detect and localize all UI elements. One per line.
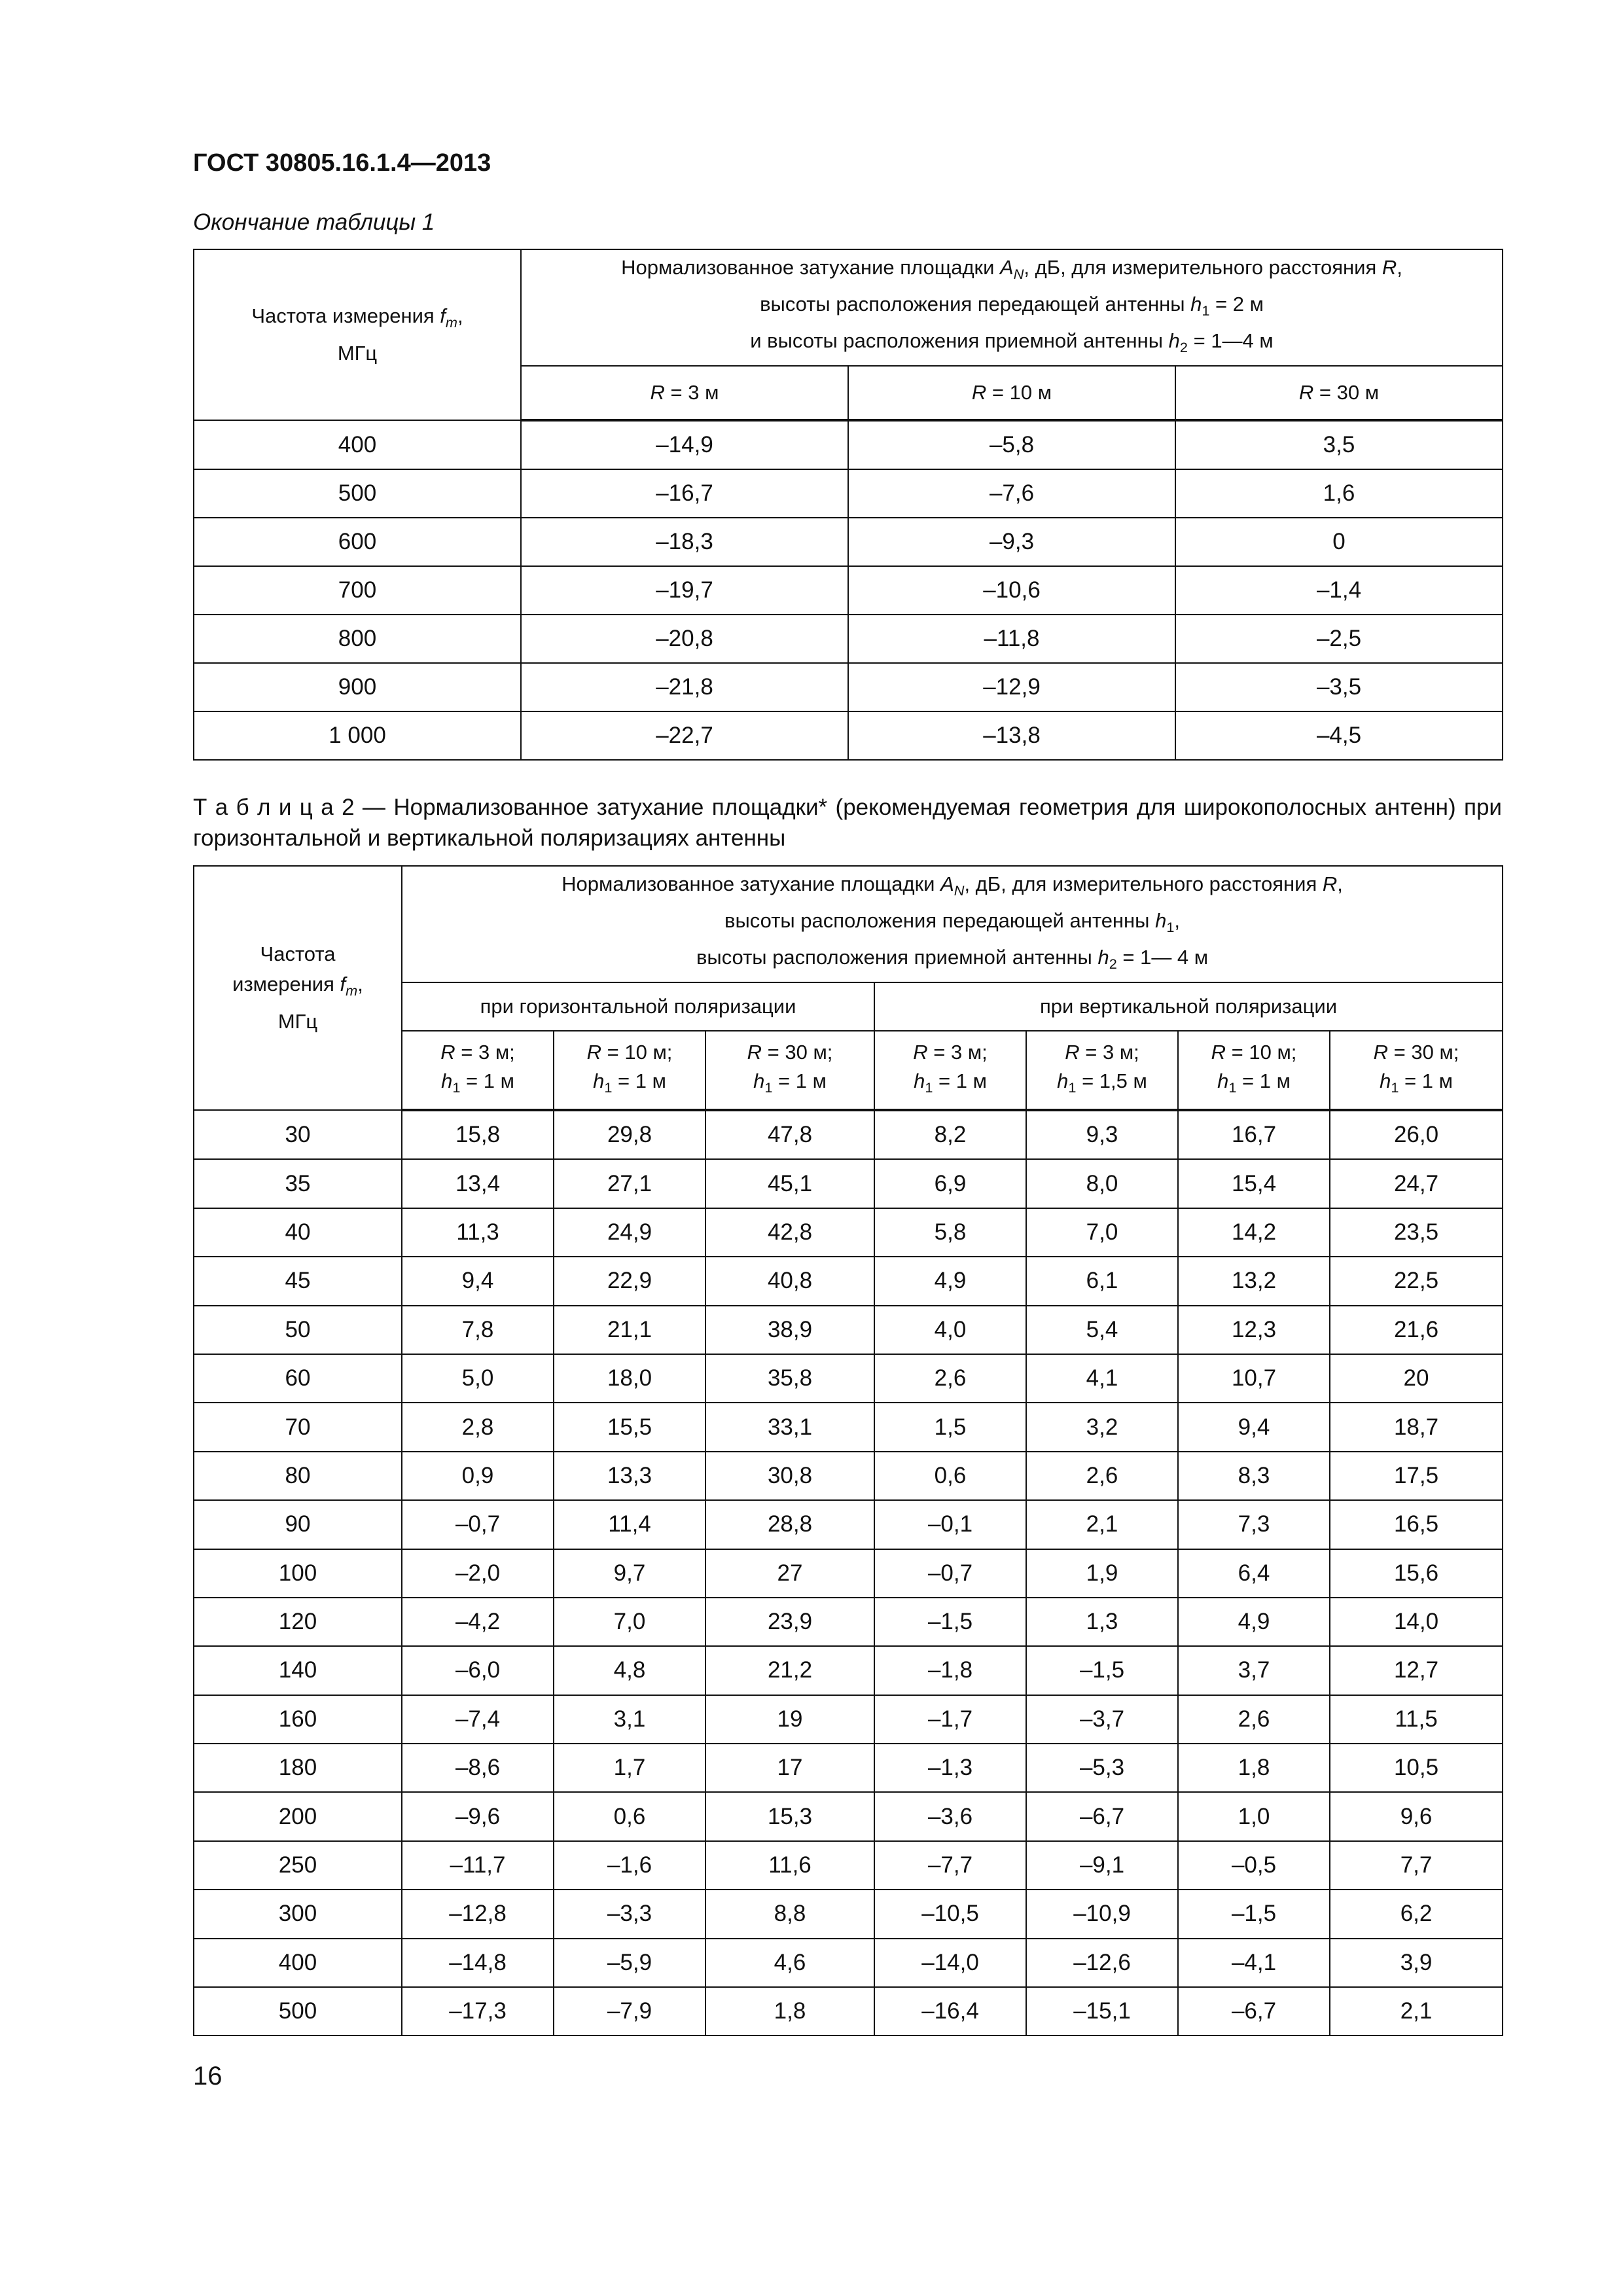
table-row: [194, 1890, 1503, 1938]
t1-distance-header: R = 3 м: [521, 366, 848, 420]
table-row: [194, 1403, 1503, 1451]
value-cell: 45,1: [705, 1159, 874, 1208]
value-cell: 11,5: [1330, 1695, 1503, 1744]
value-cell: –16,4: [874, 1987, 1026, 2036]
value-cell: 17,5: [1330, 1452, 1503, 1500]
value-cell: –1,5: [874, 1598, 1026, 1646]
value-cell: 9,4: [402, 1257, 554, 1305]
value-cell: 40,8: [705, 1257, 874, 1305]
value-cell: –7,6: [848, 469, 1175, 518]
value-cell: 18,0: [554, 1354, 705, 1403]
value-cell: 1,9: [1026, 1549, 1178, 1598]
value-cell: –7,7: [874, 1841, 1026, 1890]
table-row: [194, 1841, 1503, 1890]
t2-horizontal-header: при горизонтальной поляризации: [402, 982, 874, 1031]
t2-freq-header: Частота измерения $f_m$, МГц: [194, 866, 402, 1110]
table-row: [194, 1110, 1503, 1159]
table1-caption: Окончание таблицы 1: [193, 209, 435, 235]
value-cell: 5,8: [874, 1208, 1026, 1257]
value-cell: 33,1: [705, 1403, 874, 1451]
value-cell: –6,0: [402, 1646, 554, 1695]
value-cell: 21,1: [554, 1306, 705, 1354]
value-cell: 15,5: [554, 1403, 705, 1451]
document-standard-title: ГОСТ 30805.16.1.4—2013: [193, 149, 491, 177]
value-cell: –11,7: [402, 1841, 554, 1890]
value-cell: 21,6: [1330, 1306, 1503, 1354]
value-cell: –2,5: [1175, 615, 1503, 663]
frequency-cell: 90: [194, 1500, 402, 1549]
table-1: [193, 249, 1503, 761]
value-cell: 18,7: [1330, 1403, 1503, 1451]
value-cell: 2,8: [402, 1403, 554, 1451]
t1-distance-header: R = 30 м: [1175, 366, 1503, 420]
value-cell: 21,2: [705, 1646, 874, 1695]
value-cell: –0,1: [874, 1500, 1026, 1549]
value-cell: 22,9: [554, 1257, 705, 1305]
t2-param-header: R = 3 м; $h_1 = 1$ м: [874, 1031, 1026, 1110]
table-row: [194, 1744, 1503, 1792]
table-row: [194, 518, 1503, 566]
table-row: [194, 1549, 1503, 1598]
value-cell: 10,7: [1178, 1354, 1330, 1403]
value-cell: –1,5: [1026, 1646, 1178, 1695]
frequency-cell: 200: [194, 1792, 402, 1840]
t2-group-header: Нормализованное затухание площадки $A_N$, дБ, для измерительного расстояния R, высоты расположения передающей антенны $h_1$, высоты расположения приемной антенны $h_2$ = 1— 4 м: [402, 866, 1503, 982]
frequency-cell: 800: [194, 615, 521, 663]
value-cell: 7,0: [1026, 1208, 1178, 1257]
value-cell: –16,7: [521, 469, 848, 518]
value-cell: –10,5: [874, 1890, 1026, 1938]
value-cell: 4,9: [1178, 1598, 1330, 1646]
value-cell: 35,8: [705, 1354, 874, 1403]
value-cell: 16,5: [1330, 1500, 1503, 1549]
table2-caption: Т а б л и ц а 2 — Нормализованное затухание площадки* (рекомендуемая геометрия для широкополосных антенн) при горизонтальной и вертикальной поляризациях антенны: [193, 795, 1502, 851]
value-cell: 14,0: [1330, 1598, 1503, 1646]
value-cell: –11,8: [848, 615, 1175, 663]
value-cell: 4,0: [874, 1306, 1026, 1354]
value-cell: –5,3: [1026, 1744, 1178, 1792]
value-cell: 17: [705, 1744, 874, 1792]
value-cell: –7,9: [554, 1987, 705, 2036]
frequency-cell: 160: [194, 1695, 402, 1744]
value-cell: 0,9: [402, 1452, 554, 1500]
frequency-cell: 180: [194, 1744, 402, 1792]
value-cell: 2,1: [1330, 1987, 1503, 2036]
value-cell: 6,2: [1330, 1890, 1503, 1938]
value-cell: –20,8: [521, 615, 848, 663]
table-2: [193, 865, 1503, 2036]
value-cell: –22,7: [521, 711, 848, 760]
table-row: [194, 1500, 1503, 1549]
value-cell: 16,7: [1178, 1110, 1330, 1159]
table-row: [194, 1939, 1503, 1987]
value-cell: 47,8: [705, 1110, 874, 1159]
value-cell: 5,0: [402, 1354, 554, 1403]
table-row: [194, 566, 1503, 615]
value-cell: 23,9: [705, 1598, 874, 1646]
value-cell: 9,7: [554, 1549, 705, 1598]
value-cell: 19: [705, 1695, 874, 1744]
frequency-cell: 140: [194, 1646, 402, 1695]
t1-freq-header: Частота измерения $f_m$, МГц: [194, 249, 521, 420]
value-cell: –3,6: [874, 1792, 1026, 1840]
value-cell: –9,3: [848, 518, 1175, 566]
value-cell: –7,4: [402, 1695, 554, 1744]
value-cell: –12,6: [1026, 1939, 1178, 1987]
value-cell: –3,5: [1175, 663, 1503, 711]
value-cell: 3,1: [554, 1695, 705, 1744]
value-cell: 1,3: [1026, 1598, 1178, 1646]
t2-param-header: R = 10 м; $h_1 = 1$ м: [1178, 1031, 1330, 1110]
value-cell: –9,6: [402, 1792, 554, 1840]
value-cell: 3,7: [1178, 1646, 1330, 1695]
value-cell: –2,0: [402, 1549, 554, 1598]
frequency-cell: 1 000: [194, 711, 521, 760]
value-cell: 9,4: [1178, 1403, 1330, 1451]
table-row: [194, 1208, 1503, 1257]
value-cell: 27,1: [554, 1159, 705, 1208]
value-cell: –0,5: [1178, 1841, 1330, 1890]
value-cell: 1,7: [554, 1744, 705, 1792]
value-cell: 15,8: [402, 1110, 554, 1159]
value-cell: 30,8: [705, 1452, 874, 1500]
value-cell: 26,0: [1330, 1110, 1503, 1159]
value-cell: 15,6: [1330, 1549, 1503, 1598]
table-row: [194, 420, 1503, 469]
value-cell: 5,4: [1026, 1306, 1178, 1354]
value-cell: 42,8: [705, 1208, 874, 1257]
t2-param-header: R = 30 м; $h_1 = 1$ м: [705, 1031, 874, 1110]
frequency-cell: 500: [194, 1987, 402, 2036]
value-cell: –8,6: [402, 1744, 554, 1792]
value-cell: –14,9: [521, 420, 848, 469]
value-cell: 1,0: [1178, 1792, 1330, 1840]
t1-distance-header: R = 10 м: [848, 366, 1175, 420]
value-cell: –14,0: [874, 1939, 1026, 1987]
value-cell: 1,8: [1178, 1744, 1330, 1792]
value-cell: –1,8: [874, 1646, 1026, 1695]
table-row: [194, 711, 1503, 760]
value-cell: –4,2: [402, 1598, 554, 1646]
table-row: [194, 1306, 1503, 1354]
table-row: [194, 1598, 1503, 1646]
value-cell: 12,3: [1178, 1306, 1330, 1354]
value-cell: –1,3: [874, 1744, 1026, 1792]
value-cell: 11,4: [554, 1500, 705, 1549]
table-row: [194, 1695, 1503, 1744]
value-cell: 8,3: [1178, 1452, 1330, 1500]
value-cell: –1,6: [554, 1841, 705, 1890]
value-cell: –12,9: [848, 663, 1175, 711]
t1-group-header: Нормализованное затухание площадки $A_N$, дБ, для измерительного расстояния R, высоты расположения передающей антенны $h_1 = 2$ м и высоты расположения приемной антенны $h_2$ = 1—4 м: [521, 249, 1503, 366]
value-cell: 15,4: [1178, 1159, 1330, 1208]
value-cell: 38,9: [705, 1306, 874, 1354]
value-cell: –1,5: [1178, 1890, 1330, 1938]
value-cell: 1,8: [705, 1987, 874, 2036]
table-row: [194, 1452, 1503, 1500]
table-row: [194, 1354, 1503, 1403]
frequency-cell: 250: [194, 1841, 402, 1890]
value-cell: 15,3: [705, 1792, 874, 1840]
t2-param-header: R = 10 м; $h_1 = 1$ м: [554, 1031, 705, 1110]
value-cell: –18,3: [521, 518, 848, 566]
value-cell: 6,4: [1178, 1549, 1330, 1598]
table-row: [194, 615, 1503, 663]
t2-param-header: R = 30 м; $h_1 = 1$ м: [1330, 1031, 1503, 1110]
frequency-cell: 80: [194, 1452, 402, 1500]
value-cell: 28,8: [705, 1500, 874, 1549]
value-cell: 3,9: [1330, 1939, 1503, 1987]
frequency-cell: 50: [194, 1306, 402, 1354]
frequency-cell: 120: [194, 1598, 402, 1646]
value-cell: 9,3: [1026, 1110, 1178, 1159]
value-cell: 0: [1175, 518, 1503, 566]
value-cell: –19,7: [521, 566, 848, 615]
value-cell: 8,8: [705, 1890, 874, 1938]
frequency-cell: 400: [194, 420, 521, 469]
value-cell: 27: [705, 1549, 874, 1598]
value-cell: –4,1: [1178, 1939, 1330, 1987]
value-cell: 4,9: [874, 1257, 1026, 1305]
value-cell: 2,6: [1026, 1452, 1178, 1500]
value-cell: 4,6: [705, 1939, 874, 1987]
value-cell: 7,8: [402, 1306, 554, 1354]
frequency-cell: 300: [194, 1890, 402, 1938]
frequency-cell: 600: [194, 518, 521, 566]
value-cell: 4,1: [1026, 1354, 1178, 1403]
value-cell: 3,2: [1026, 1403, 1178, 1451]
value-cell: –5,9: [554, 1939, 705, 1987]
value-cell: 2,6: [1178, 1695, 1330, 1744]
value-cell: 4,8: [554, 1646, 705, 1695]
value-cell: –10,9: [1026, 1890, 1178, 1938]
value-cell: 13,2: [1178, 1257, 1330, 1305]
t2-param-header: R = 3 м; $h_1 = 1$ м: [402, 1031, 554, 1110]
value-cell: 23,5: [1330, 1208, 1503, 1257]
frequency-cell: 45: [194, 1257, 402, 1305]
value-cell: –3,3: [554, 1890, 705, 1938]
t2-param-header: R = 3 м; $h_1 = 1,5$ м: [1026, 1031, 1178, 1110]
frequency-cell: 500: [194, 469, 521, 518]
value-cell: 11,3: [402, 1208, 554, 1257]
value-cell: 9,6: [1330, 1792, 1503, 1840]
value-cell: 6,1: [1026, 1257, 1178, 1305]
value-cell: 2,6: [874, 1354, 1026, 1403]
value-cell: 8,0: [1026, 1159, 1178, 1208]
value-cell: –6,7: [1178, 1987, 1330, 2036]
value-cell: –5,8: [848, 420, 1175, 469]
t2-vertical-header: при вертикальной поляризации: [874, 982, 1503, 1031]
value-cell: 7,0: [554, 1598, 705, 1646]
value-cell: –6,7: [1026, 1792, 1178, 1840]
value-cell: 29,8: [554, 1110, 705, 1159]
value-cell: 7,7: [1330, 1841, 1503, 1890]
value-cell: 13,3: [554, 1452, 705, 1500]
value-cell: –0,7: [402, 1500, 554, 1549]
value-cell: 3,5: [1175, 420, 1503, 469]
page-number: 16: [193, 2062, 223, 2090]
value-cell: –0,7: [874, 1549, 1026, 1598]
value-cell: –13,8: [848, 711, 1175, 760]
table-row: [194, 1792, 1503, 1840]
frequency-cell: 100: [194, 1549, 402, 1598]
value-cell: 14,2: [1178, 1208, 1330, 1257]
value-cell: 1,6: [1175, 469, 1503, 518]
value-cell: 7,3: [1178, 1500, 1330, 1549]
value-cell: 0,6: [554, 1792, 705, 1840]
table-row: [194, 1646, 1503, 1695]
value-cell: 10,5: [1330, 1744, 1503, 1792]
value-cell: 20: [1330, 1354, 1503, 1403]
value-cell: –12,8: [402, 1890, 554, 1938]
value-cell: –3,7: [1026, 1695, 1178, 1744]
value-cell: 1,5: [874, 1403, 1026, 1451]
value-cell: –4,5: [1175, 711, 1503, 760]
value-cell: 11,6: [705, 1841, 874, 1890]
frequency-cell: 40: [194, 1208, 402, 1257]
frequency-cell: 70: [194, 1403, 402, 1451]
table-row: [194, 469, 1503, 518]
frequency-cell: 30: [194, 1110, 402, 1159]
value-cell: –17,3: [402, 1987, 554, 2036]
value-cell: 24,7: [1330, 1159, 1503, 1208]
value-cell: 0,6: [874, 1452, 1026, 1500]
table-row: [194, 663, 1503, 711]
value-cell: 8,2: [874, 1110, 1026, 1159]
frequency-cell: 60: [194, 1354, 402, 1403]
value-cell: 13,4: [402, 1159, 554, 1208]
table-row: [194, 1159, 1503, 1208]
frequency-cell: 900: [194, 663, 521, 711]
frequency-cell: 400: [194, 1939, 402, 1987]
value-cell: –1,4: [1175, 566, 1503, 615]
value-cell: 24,9: [554, 1208, 705, 1257]
value-cell: –21,8: [521, 663, 848, 711]
value-cell: 6,9: [874, 1159, 1026, 1208]
value-cell: 22,5: [1330, 1257, 1503, 1305]
value-cell: –14,8: [402, 1939, 554, 1987]
frequency-cell: 700: [194, 566, 521, 615]
value-cell: 2,1: [1026, 1500, 1178, 1549]
table-row: [194, 1987, 1503, 2036]
value-cell: –9,1: [1026, 1841, 1178, 1890]
frequency-cell: 35: [194, 1159, 402, 1208]
value-cell: –1,7: [874, 1695, 1026, 1744]
table-row: [194, 1257, 1503, 1305]
value-cell: –15,1: [1026, 1987, 1178, 2036]
value-cell: 12,7: [1330, 1646, 1503, 1695]
value-cell: –10,6: [848, 566, 1175, 615]
